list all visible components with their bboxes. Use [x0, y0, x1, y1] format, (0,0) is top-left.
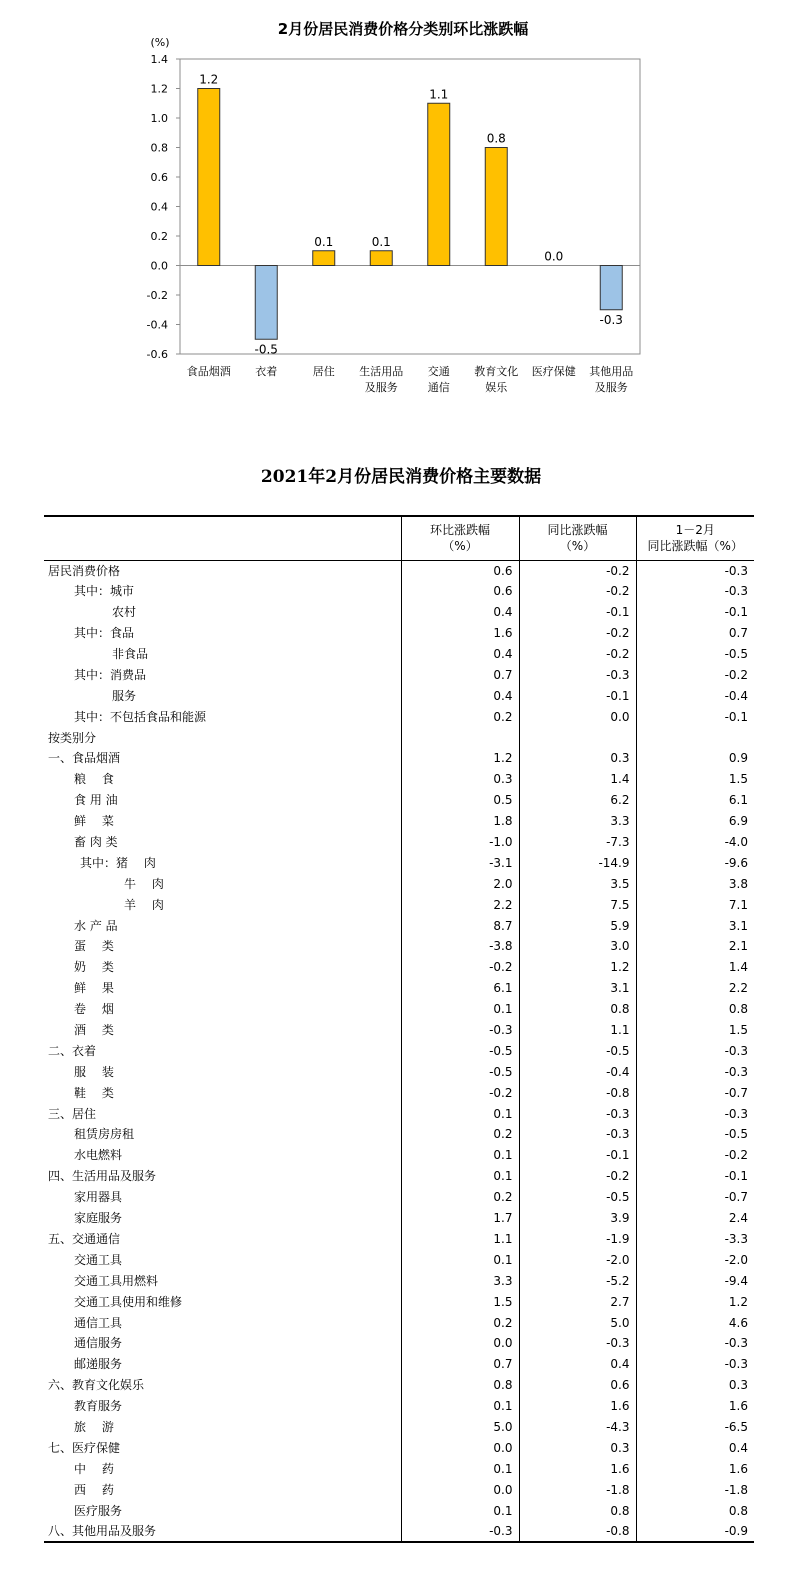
ytd-value: 0.8: [636, 999, 754, 1020]
row-label: 医疗服务: [74, 1503, 123, 1518]
ytd-value: 6.1: [636, 790, 754, 811]
yoy-value: -0.1: [519, 685, 636, 706]
y-tick-label: 1.4: [150, 53, 168, 66]
yoy-value: 0.0: [519, 706, 636, 727]
row-label: 其中：猪 肉: [80, 855, 156, 870]
yoy-value: -0.3: [519, 1124, 636, 1145]
header-mom-line2: （%）: [442, 539, 478, 554]
yoy-value: -0.5: [519, 1040, 636, 1061]
bar: [485, 148, 507, 266]
ytd-value: -0.4: [636, 685, 754, 706]
table-row: [44, 685, 754, 706]
ytd-value: -0.1: [636, 602, 754, 623]
x-category-label: 娱乐: [485, 381, 508, 394]
yoy-value: -0.2: [519, 644, 636, 665]
row-label: 其中：不包括食品和能源: [74, 709, 207, 724]
y-tick-label: 1.0: [150, 112, 168, 125]
header-label-cell: [44, 516, 401, 560]
ytd-value: -0.2: [636, 1145, 754, 1166]
yoy-value: -0.3: [519, 1103, 636, 1124]
row-label: 八、其他用品及服务: [44, 1521, 401, 1542]
ytd-value: -0.7: [636, 1187, 754, 1208]
bar-chart: [0, 0, 802, 420]
yoy-value: -0.8: [519, 1521, 636, 1542]
yoy-value: 0.6: [519, 1375, 636, 1396]
header-ytd-line2: 同比涨跌幅（%）: [647, 539, 743, 554]
table-row: [44, 664, 754, 685]
mom-value: 0.4: [401, 644, 519, 665]
yoy-value: -0.2: [519, 560, 636, 581]
table-row: [44, 1500, 754, 1521]
table-row: [44, 1187, 754, 1208]
yoy-value: -0.5: [519, 1187, 636, 1208]
table-row: [44, 1354, 754, 1375]
yoy-value: -0.3: [519, 1333, 636, 1354]
ytd-value: -0.3: [636, 1040, 754, 1061]
table-row: [44, 852, 754, 873]
mom-value: 0.4: [401, 685, 519, 706]
bar-value-label: 0.1: [314, 234, 334, 249]
header-ytd: [636, 516, 754, 560]
ytd-value: -0.3: [636, 1103, 754, 1124]
row-label: 奶 类: [74, 960, 114, 975]
header-mom: [401, 516, 519, 560]
ytd-value: -0.3: [636, 1061, 754, 1082]
yoy-value: -0.4: [519, 1061, 636, 1082]
mom-value: 1.6: [401, 623, 519, 644]
table-row: [44, 769, 754, 790]
mom-value: 0.6: [401, 560, 519, 581]
y-tick-label: -0.4: [146, 318, 168, 332]
yoy-value: 0.4: [519, 1354, 636, 1375]
row-label: 鲜 果: [74, 981, 114, 996]
mom-value: -0.2: [401, 957, 519, 978]
row-label: 家庭服务: [74, 1211, 123, 1226]
mom-value: 0.3: [401, 769, 519, 790]
row-label: 家用器具: [74, 1190, 123, 1205]
row-label: 农村: [112, 605, 137, 620]
table-row: [44, 790, 754, 811]
table-row: [44, 1396, 754, 1417]
ytd-value: -0.3: [636, 1333, 754, 1354]
table-row: [44, 1145, 754, 1166]
bar-value-label: 1.2: [199, 72, 219, 87]
ytd-value: -0.3: [636, 560, 754, 581]
x-category-label: 其他用品: [589, 365, 634, 378]
mom-value: 0.6: [401, 581, 519, 602]
mom-value: 0.1: [401, 1396, 519, 1417]
row-label: 三、居住: [48, 1106, 97, 1121]
yoy-value: 1.2: [519, 957, 636, 978]
bar-value-label: 0.0: [544, 249, 564, 264]
table-row: [44, 1417, 754, 1438]
table-row: [44, 1020, 754, 1041]
table-row: [44, 1249, 754, 1270]
ytd-value: 7.1: [636, 894, 754, 915]
yoy-value: -1.9: [519, 1229, 636, 1250]
row-label: 其中：消费品: [74, 667, 147, 682]
x-category-label: 医疗保健: [531, 365, 576, 378]
header-ytd-line1: 1－2月: [675, 523, 715, 538]
mom-value: 0.1: [401, 1500, 519, 1521]
mom-value: 0.2: [401, 1312, 519, 1333]
yoy-value: 3.1: [519, 978, 636, 999]
x-category-label: 衣着: [255, 365, 278, 378]
header-yoy-line1: 同比涨跌幅: [547, 523, 608, 538]
table-row: [44, 644, 754, 665]
row-label: 通信工具: [74, 1315, 123, 1330]
yoy-value: 1.1: [519, 1020, 636, 1041]
yoy-value: 3.0: [519, 936, 636, 957]
mom-value: 6.1: [401, 978, 519, 999]
ytd-value: 2.1: [636, 936, 754, 957]
mom-value: 0.0: [401, 1437, 519, 1458]
mom-value: 2.0: [401, 873, 519, 894]
row-label: 按类别分: [48, 730, 97, 745]
mom-value: 0.1: [401, 1458, 519, 1479]
row-label: 畜 肉 类: [74, 835, 118, 850]
ytd-value: 1.6: [636, 1458, 754, 1479]
chart-title: 2月份居民消费价格分类别环比涨跌幅: [277, 20, 529, 38]
ytd-value: 1.5: [636, 769, 754, 790]
mom-value: 0.7: [401, 1354, 519, 1375]
table-row: [44, 811, 754, 832]
ytd-value: 4.6: [636, 1312, 754, 1333]
ytd-value: 0.9: [636, 748, 754, 769]
row-label: 通信服务: [74, 1336, 123, 1351]
row-label: 五、交通通信: [48, 1231, 121, 1246]
table-row: [44, 957, 754, 978]
x-category-label: 生活用品: [359, 365, 404, 378]
yoy-value: 5.0: [519, 1312, 636, 1333]
yoy-value: -1.8: [519, 1479, 636, 1500]
row-label: 鞋 类: [74, 1085, 114, 1100]
mom-value: 1.8: [401, 811, 519, 832]
ytd-value: 3.1: [636, 915, 754, 936]
mom-value: 1.1: [401, 1229, 519, 1250]
bar-value-label: -0.3: [599, 312, 623, 327]
row-label: 非食品: [112, 647, 149, 661]
ytd-value: 0.4: [636, 1437, 754, 1458]
row-label: 水电燃料: [74, 1148, 123, 1163]
table-row: [44, 1103, 754, 1124]
yoy-value: -4.3: [519, 1417, 636, 1438]
table-row: [44, 1270, 754, 1291]
row-label: 鲜 菜: [74, 814, 114, 829]
mom-value: 8.7: [401, 915, 519, 936]
bar-value-label: 0.8: [486, 131, 506, 146]
ytd-value: -0.5: [636, 1124, 754, 1145]
mom-value: -0.5: [401, 1040, 519, 1061]
ytd-value: -0.9: [636, 1521, 754, 1542]
table-row: [44, 748, 754, 769]
ytd-value: 3.8: [636, 873, 754, 894]
mom-value: 0.2: [401, 1187, 519, 1208]
yoy-value: -0.1: [519, 1145, 636, 1166]
yoy-value: 0.8: [519, 1500, 636, 1521]
table-row: [44, 915, 754, 936]
ytd-value: -0.2: [636, 664, 754, 685]
mom-value: 0.1: [401, 1103, 519, 1124]
bar: [370, 251, 392, 266]
yoy-value: 1.4: [519, 769, 636, 790]
plot-area-frame: [180, 59, 640, 357]
mom-value: 0.1: [401, 1145, 519, 1166]
yoy-value: 6.2: [519, 790, 636, 811]
table-row: [44, 1521, 754, 1542]
mom-value: -0.5: [401, 1061, 519, 1082]
mom-value: 0.5: [401, 790, 519, 811]
ytd-value: -0.1: [636, 1166, 754, 1187]
ytd-value: -6.5: [636, 1417, 754, 1438]
table-row: [44, 727, 754, 748]
row-label: 西 药: [74, 1482, 114, 1497]
table-row: [44, 1124, 754, 1145]
table-row: [44, 1229, 754, 1250]
ytd-value: -0.7: [636, 1082, 754, 1103]
ytd-value: -1.8: [636, 1479, 754, 1500]
row-label: 居民消费价格: [48, 563, 121, 578]
ytd-value: -9.6: [636, 852, 754, 873]
ytd-value: -9.4: [636, 1270, 754, 1291]
ytd-value: -2.0: [636, 1249, 754, 1270]
yoy-value: 5.9: [519, 915, 636, 936]
table-row: [44, 1312, 754, 1333]
table-row: [44, 1458, 754, 1479]
bar: [313, 251, 335, 266]
table-header-row: [44, 516, 754, 560]
ytd-value: -0.3: [636, 1354, 754, 1375]
mom-value: 0.0: [401, 1333, 519, 1354]
table-row: [44, 936, 754, 957]
row-label: 邮递服务: [74, 1357, 123, 1372]
mom-value: [401, 727, 519, 748]
yoy-value: -5.2: [519, 1270, 636, 1291]
table-row: [44, 1437, 754, 1458]
table-row: [44, 1061, 754, 1082]
x-category-label: 食品烟酒: [186, 365, 231, 378]
table-row: [44, 1291, 754, 1312]
y-tick-label: 1.2: [150, 82, 168, 96]
yoy-value: 0.8: [519, 999, 636, 1020]
ytd-value: 1.4: [636, 957, 754, 978]
table-row: [44, 1082, 754, 1103]
x-category-label: 通信: [427, 381, 450, 394]
row-label: 羊 肉: [124, 897, 164, 912]
bar: [428, 103, 450, 265]
table-row: [44, 560, 754, 581]
cpi-data-table: [44, 515, 754, 1543]
mom-value: 1.2: [401, 748, 519, 769]
y-tick-label: -0.6: [146, 348, 168, 361]
row-label: 其中：城市: [74, 584, 135, 599]
mom-value: -0.3: [401, 1521, 519, 1542]
yoy-value: -0.2: [519, 623, 636, 644]
row-label: 蛋 类: [74, 939, 114, 954]
chart-canvas: [0, 0, 802, 420]
row-label: 四、生活用品及服务: [48, 1169, 157, 1184]
mom-value: 0.2: [401, 706, 519, 727]
yoy-value: 0.3: [519, 1437, 636, 1458]
row-label: 交通工具: [74, 1252, 123, 1267]
mom-value: 0.8: [401, 1375, 519, 1396]
row-label: 二、衣着: [48, 1043, 97, 1058]
mom-value: 0.4: [401, 602, 519, 623]
mom-value: 1.7: [401, 1208, 519, 1229]
table-row: [44, 623, 754, 644]
yoy-value: 1.6: [519, 1458, 636, 1479]
bar-value-label: -0.5: [254, 342, 278, 357]
yoy-value: -0.8: [519, 1082, 636, 1103]
mom-value: 3.3: [401, 1270, 519, 1291]
table-title: 2021年2月份居民消费价格主要数据: [260, 467, 542, 487]
ytd-value: -4.0: [636, 832, 754, 853]
row-label: 一、食品烟酒: [48, 751, 121, 766]
table-row: [44, 1333, 754, 1354]
row-label: 牛 肉: [124, 876, 164, 891]
bar: [255, 266, 277, 340]
ytd-value: 1.6: [636, 1396, 754, 1417]
mom-value: 2.2: [401, 894, 519, 915]
ytd-value: 6.9: [636, 811, 754, 832]
yoy-value: -0.3: [519, 664, 636, 685]
mom-value: -0.3: [401, 1020, 519, 1041]
table-row: [44, 1040, 754, 1061]
row-label: 中 药: [74, 1461, 114, 1476]
table-row: [44, 1479, 754, 1500]
mom-value: 0.1: [401, 1166, 519, 1187]
ytd-value: -0.1: [636, 706, 754, 727]
mom-value: -0.2: [401, 1082, 519, 1103]
mom-value: 0.2: [401, 1124, 519, 1145]
y-tick-label: 0.2: [150, 230, 168, 243]
table-row: [44, 832, 754, 853]
table-row: [44, 999, 754, 1020]
yoy-value: 3.3: [519, 811, 636, 832]
ytd-value: 2.2: [636, 978, 754, 999]
row-label: 旅 游: [74, 1419, 114, 1434]
yoy-value: 3.5: [519, 873, 636, 894]
row-label: 教育服务: [74, 1399, 123, 1414]
row-label: 水 产 品: [74, 918, 118, 933]
table-row: [44, 873, 754, 894]
row-label: 粮 食: [74, 772, 114, 787]
yoy-value: 7.5: [519, 894, 636, 915]
yoy-value: 0.3: [519, 748, 636, 769]
table-row: [44, 1166, 754, 1187]
row-label: 酒 类: [74, 1023, 114, 1038]
ytd-value: 0.8: [636, 1500, 754, 1521]
table-row: [44, 602, 754, 623]
row-label: 服 装: [74, 1064, 114, 1079]
ytd-value: 0.7: [636, 623, 754, 644]
y-tick-label: 0.4: [150, 200, 168, 214]
header-yoy-line2: （%）: [559, 539, 596, 554]
header-yoy: [519, 516, 636, 560]
row-label: 六、教育文化娱乐: [48, 1378, 145, 1393]
ytd-value: -3.3: [636, 1229, 754, 1250]
table-row: [44, 894, 754, 915]
mom-value: 5.0: [401, 1417, 519, 1438]
x-category-label: 教育文化: [474, 365, 519, 378]
ytd-value: -0.5: [636, 644, 754, 665]
x-category-label: 及服务: [364, 381, 398, 394]
table-row: [44, 978, 754, 999]
ytd-value: [636, 727, 754, 748]
mom-value: -1.0: [401, 832, 519, 853]
mom-value: -3.8: [401, 936, 519, 957]
table-row: [44, 706, 754, 727]
y-axis-unit: (%): [150, 36, 170, 49]
ytd-value: 2.4: [636, 1208, 754, 1229]
mom-value: 0.1: [401, 1249, 519, 1270]
bar-value-label: 0.1: [371, 234, 391, 249]
mom-value: 1.5: [401, 1291, 519, 1312]
x-category-label: 及服务: [594, 381, 628, 394]
ytd-value: 0.3: [636, 1375, 754, 1396]
row-label: 卷 烟: [74, 1002, 114, 1017]
bar: [600, 266, 622, 310]
mom-value: 0.1: [401, 999, 519, 1020]
ytd-value: -0.3: [636, 581, 754, 602]
yoy-value: -2.0: [519, 1249, 636, 1270]
mom-value: -3.1: [401, 852, 519, 873]
row-label: 服务: [112, 688, 137, 703]
row-label: 交通工具使用和维修: [74, 1294, 183, 1309]
mom-value: 0.0: [401, 1479, 519, 1500]
y-tick-label: 0.8: [150, 141, 168, 155]
row-label: 租赁房房租: [74, 1127, 135, 1142]
bar-value-label: 1.1: [429, 87, 449, 102]
x-category-label: 交通: [427, 365, 450, 378]
table-row: [44, 1208, 754, 1229]
yoy-value: -0.2: [519, 581, 636, 602]
yoy-value: -14.9: [519, 852, 636, 873]
yoy-value: 2.7: [519, 1291, 636, 1312]
yoy-value: 1.6: [519, 1396, 636, 1417]
bar: [198, 89, 220, 266]
yoy-value: -0.2: [519, 1166, 636, 1187]
ytd-value: 1.5: [636, 1020, 754, 1041]
table-row: [44, 1375, 754, 1396]
x-category-label: 居住: [312, 365, 335, 378]
yoy-value: 3.9: [519, 1208, 636, 1229]
row-label: 其中：食品: [74, 626, 135, 641]
row-label: 交通工具用燃料: [74, 1273, 159, 1288]
yoy-value: -0.1: [519, 602, 636, 623]
mom-value: 0.7: [401, 664, 519, 685]
y-tick-label: 0.0: [150, 259, 168, 273]
yoy-value: [519, 727, 636, 748]
row-label: 七、医疗保健: [48, 1440, 121, 1455]
table-row: [44, 581, 754, 602]
header-mom-line1: 环比涨跌幅: [429, 523, 490, 538]
y-tick-label: -0.2: [146, 289, 168, 302]
row-label: 食 用 油: [74, 793, 118, 808]
ytd-value: 1.2: [636, 1291, 754, 1312]
y-tick-label: 0.6: [150, 171, 168, 184]
yoy-value: -7.3: [519, 832, 636, 853]
